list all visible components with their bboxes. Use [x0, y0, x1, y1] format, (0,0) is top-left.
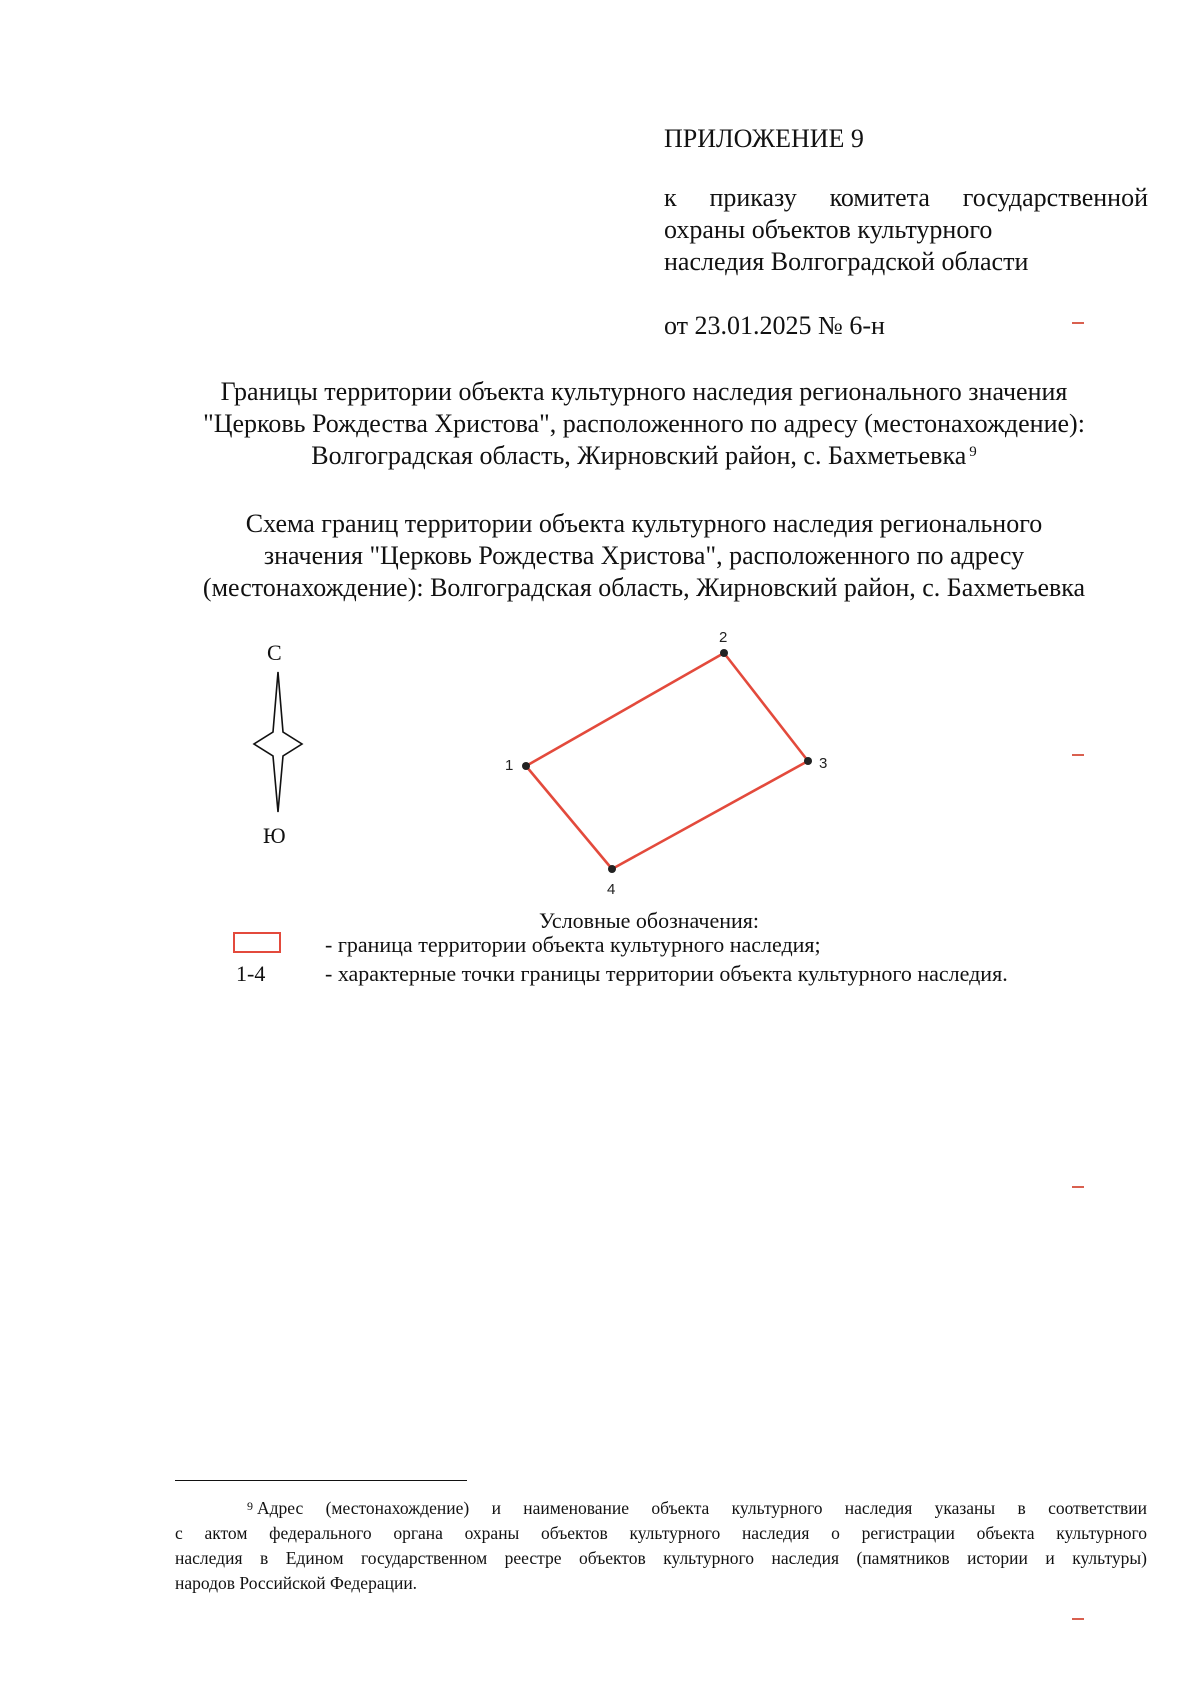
- footnote-number: 9: [247, 1499, 253, 1513]
- footnote-reference: 9: [969, 444, 977, 460]
- boundary-polygon: [526, 653, 808, 869]
- appendix-reference-line: охраны объектов культурного: [664, 215, 993, 244]
- footnote-line: наследия в Едином государственном реестре объектов культурного наследия (памятников истории и культуры): [175, 1548, 1147, 1568]
- scheme-title: [140, 508, 1148, 604]
- scheme-title-line: (местонахождение): Волгоградская область, Жирновский район, с. Бахметьевка: [202, 573, 1086, 602]
- legend-item-boundary: - граница территории объекта культурного наследия;: [325, 932, 821, 957]
- document-title-line: [140, 440, 1148, 472]
- point-label-4: 4: [607, 881, 616, 898]
- scan-mark: [1072, 754, 1084, 756]
- boundary-point-4: [608, 865, 616, 873]
- footnote-line: с актом федерального органа охраны объектов культурного наследия о регистрации объекта культурного: [175, 1523, 1147, 1543]
- legend-points-symbol: 1-4: [236, 961, 266, 986]
- scan-mark: [1072, 1186, 1084, 1188]
- document-title: [140, 376, 1148, 472]
- footnote-divider: [175, 1480, 467, 1481]
- appendix-reference-line: наследия Волгоградской области: [664, 247, 1029, 276]
- point-label-3: 3: [819, 755, 828, 772]
- footnote-line: народов Российской Федерации.: [175, 1573, 418, 1593]
- legend-item-points: - характерные точки границы территории объекта культурного наследия.: [325, 961, 1008, 986]
- footnote: [175, 1496, 1147, 1596]
- boundary-point-1: [522, 762, 530, 770]
- boundary-point-2: [720, 649, 728, 657]
- point-label-1: 1: [505, 757, 514, 774]
- footnote-line-text: Адрес (местонахождение) и наименование объекта культурного наследия указаны в соответствии: [257, 1498, 1147, 1518]
- scheme-title-line: значения "Церковь Рождества Христова", расположенного по адресу: [263, 541, 1025, 570]
- footnote-line: [175, 1496, 1147, 1521]
- scan-mark: [1072, 1618, 1084, 1620]
- scheme-title-line: Схема границ территории объекта культурного наследия регионального: [245, 509, 1043, 538]
- appendix-reference: [664, 182, 1148, 278]
- appendix-date: от 23.01.2025 № 6-н: [664, 311, 885, 340]
- appendix-title: ПРИЛОЖЕНИЕ 9: [664, 124, 864, 153]
- point-label-2: 2: [719, 629, 728, 646]
- document-title-line: Границы территории объекта культурного наследия регионального значения: [220, 377, 1068, 406]
- legend-title: Условные обозначения:: [539, 908, 760, 933]
- appendix-reference-line: к приказу комитета государственной: [664, 183, 1148, 212]
- boundary-scheme: [500, 620, 840, 900]
- document-title-line: "Церковь Рождества Христова", расположенного по адресу (местонахождение):: [203, 409, 1085, 438]
- document-title-line-text: Волгоградская область, Жирновский район, с. Бахметьевка: [311, 441, 967, 470]
- compass-south-label: Ю: [263, 823, 286, 848]
- legend-boundary-symbol: [233, 932, 281, 953]
- compass-north-label: С: [267, 640, 282, 665]
- scan-mark: [1072, 322, 1084, 324]
- boundary-point-3: [804, 757, 812, 765]
- compass-rose-icon: [250, 670, 306, 815]
